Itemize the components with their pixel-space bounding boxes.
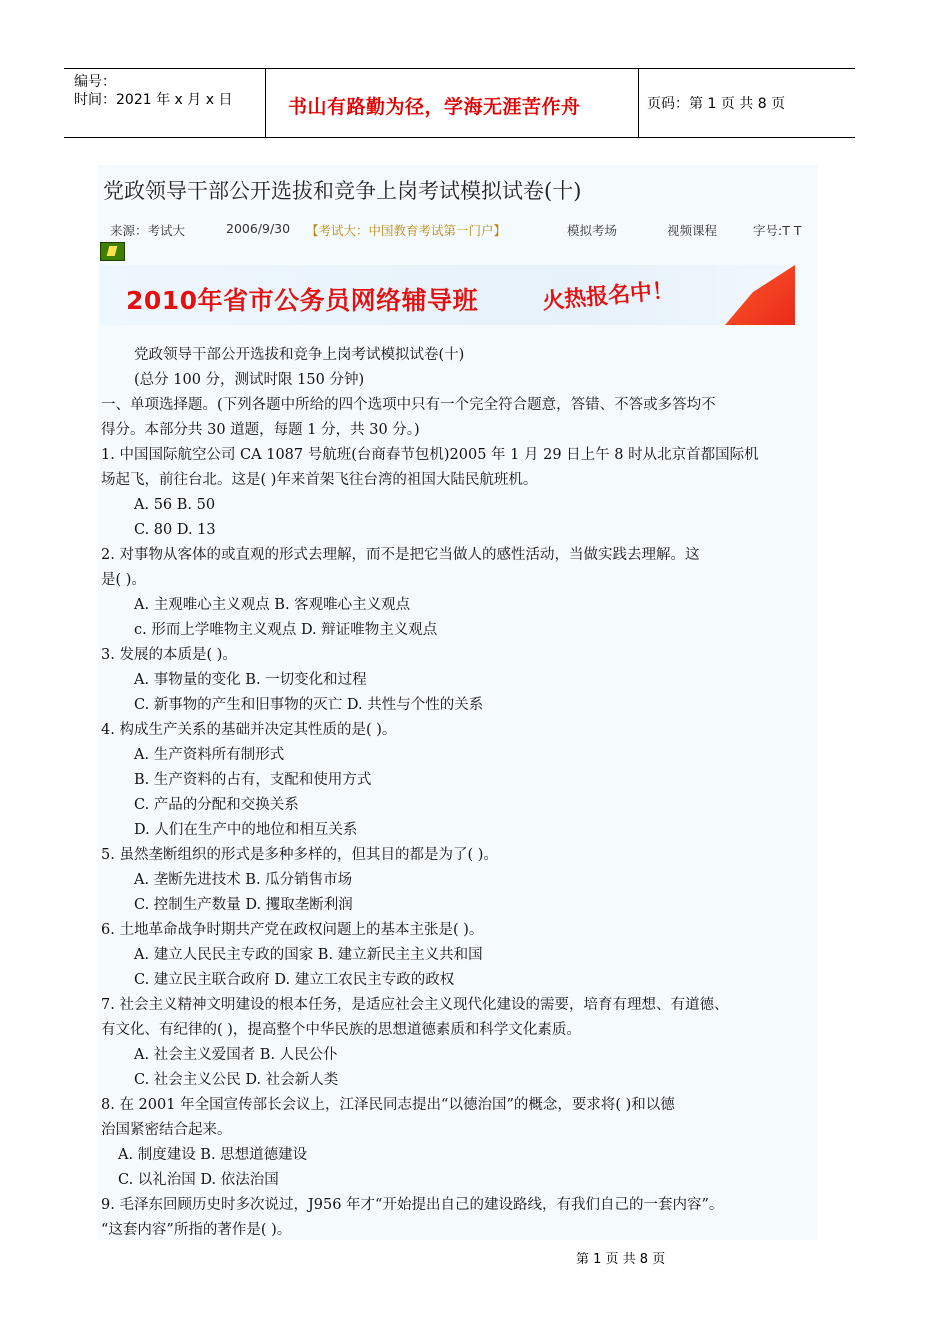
text-line: C. 控制生产数量 D. 攫取垄断利润 xyxy=(134,897,353,913)
font-size-control[interactable]: 字号:T T xyxy=(753,223,802,238)
header-cell-page xyxy=(639,69,855,137)
text-line: D. 人们在生产中的地位和相互关系 xyxy=(134,822,358,838)
text-line: A. 社会主义爱国者 B. 人民公仆 xyxy=(134,1047,338,1063)
text-line: (总分 100 分，测试时限 150 分钟) xyxy=(134,372,365,388)
text-line: B. 生产资料的占有，支配和使用方式 xyxy=(134,772,372,788)
mock-exam-link[interactable]: 模拟考场 xyxy=(567,223,618,238)
text-line: A. 56 B. 50 xyxy=(134,497,216,513)
text-line: 3. 发展的本质是( )。 xyxy=(101,647,237,663)
page-header xyxy=(64,68,855,138)
video-course-link[interactable]: 视频课程 xyxy=(667,223,718,238)
text-line: C. 社会主义公民 D. 社会新人类 xyxy=(134,1072,339,1088)
text-line: C. 80 D. 13 xyxy=(134,522,216,538)
banner-headline: 2010年省市公务员网络辅导班 xyxy=(126,286,479,315)
text-line: A. 主观唯心主义观点 B. 客观唯心主义观点 xyxy=(134,597,411,613)
text-line: 一、单项选择题。(下列各题中所给的四个选项中只有一个完全符合题意，答错、不答或多答均不 xyxy=(101,397,716,413)
page-info: 页码：第 1 页 共 8 页 xyxy=(647,96,786,112)
text-line: 2. 对事物从客体的或直观的形式去理解，而不是把它当做人的感性活动，当做实践去理解。这 xyxy=(101,547,700,563)
text-line: A. 垄断先进技术 B. 瓜分销售市场 xyxy=(134,872,353,888)
text-line: C. 产品的分配和交换关系 xyxy=(134,797,299,813)
text-line: C. 建立民主联合政府 D. 建立工农民主专政的政权 xyxy=(134,972,455,988)
article-title: 党政领导干部公开选拔和竞争上岗考试模拟试卷(十) xyxy=(103,179,582,203)
text-line: C. 以礼治国 D. 依法治国 xyxy=(118,1172,279,1188)
text-line: 党政领导干部公开选拔和竞争上岗考试模拟试卷(十) xyxy=(134,347,465,363)
text-line: A. 制度建设 B. 思想道德建设 xyxy=(118,1147,308,1163)
text-line: 9. 毛泽东回顾历史时多次说过，J956 年才“开始提出自己的建设路线，有我们自己的一套内容”。 xyxy=(101,1197,724,1213)
text-line: 有文化、有纪律的( )，提高整个中华民族的思想道德素质和科学文化素质。 xyxy=(101,1022,581,1038)
doc-time-label: 时间：2021 年 x 月 x 日 xyxy=(74,92,233,108)
text-line: 治国紧密结合起来。 xyxy=(101,1122,232,1138)
text-line: A. 建立人民民主专政的国家 B. 建立新民主主义共和国 xyxy=(134,947,483,963)
motto-text: 书山有路勤为径，学海无涯苦作舟 xyxy=(288,96,581,118)
meta-portal-link[interactable]: 【考试大：中国教育考试第一门户】 xyxy=(306,223,507,238)
text-line: c. 形而上学唯物主义观点 D. 辩证唯物主义观点 xyxy=(134,622,438,638)
header-cell-info xyxy=(64,69,266,137)
text-line: 场起飞，前往台北。这是( )年来首架飞往台湾的祖国大陆民航班机。 xyxy=(101,472,538,488)
text-line: 4. 构成生产关系的基础并决定其性质的是( )。 xyxy=(101,722,397,738)
text-line: 8. 在 2001 年全国宣传部长会议上，江泽民同志提出“以德治国”的概念，要求将( )和以德 xyxy=(101,1097,675,1113)
text-line: 5. 虽然垄断组织的形式是多种多样的，但其目的都是为了( )。 xyxy=(101,847,498,863)
banner-cta: 火热报名中！ xyxy=(541,278,676,315)
doc-number-label: 编号： xyxy=(74,74,116,90)
meta-date: 2006/9/30 xyxy=(226,221,291,236)
meta-source: 来源：考试大 xyxy=(110,223,186,238)
text-line: 7. 社会主义精神文明建设的根本任务，是适应社会主义现代化建设的需要，培育有理想、有道德、 xyxy=(101,997,729,1013)
share-icon[interactable] xyxy=(100,242,125,261)
text-line: C. 新事物的产生和旧事物的灭亡 D. 共性与个性的关系 xyxy=(134,697,484,713)
header-cell-motto xyxy=(266,69,639,137)
ad-banner[interactable] xyxy=(100,265,795,325)
text-line: A. 生产资料所有制形式 xyxy=(134,747,285,763)
text-line: 是( )。 xyxy=(101,572,146,588)
text-line: 得分。本部分共 30 道题，每题 1 分，共 30 分。) xyxy=(101,422,420,438)
text-line: 6. 土地革命战争时期共产党在政权问题上的基本主张是( )。 xyxy=(101,922,484,938)
text-line: A. 事物量的变化 B. 一切变化和过程 xyxy=(134,672,367,688)
page-footer: 第 1 页 共 8 页 xyxy=(576,1252,666,1267)
text-line: 1. 中国国际航空公司 CA 1087 号航班(台商春节包机)2005 年 1 月 29 日上午 8 时从北京首都国际机 xyxy=(101,447,759,463)
text-line: “这套内容”所指的著作是( )。 xyxy=(101,1222,292,1238)
